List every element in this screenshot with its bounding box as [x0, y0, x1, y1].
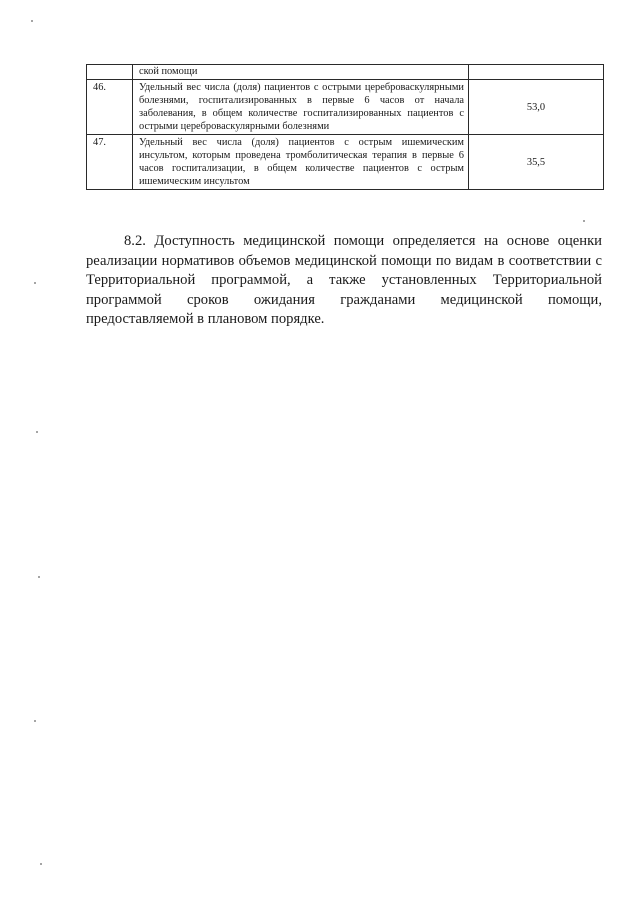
scan-speck [583, 220, 585, 222]
indicators-table [86, 64, 604, 190]
row-description [133, 135, 469, 190]
scan-speck [36, 431, 38, 433]
row-number: 46. [87, 80, 133, 135]
row-value: 53,0 [469, 80, 604, 135]
row-value: 35,5 [469, 135, 604, 190]
row-description: ской помощи [133, 65, 469, 80]
table-row-47 [87, 135, 604, 190]
scan-speck [34, 282, 36, 284]
scan-speck [34, 720, 36, 722]
table-row-46 [87, 80, 604, 135]
section-8-2-paragraph: 8.2. Доступность медицинской помощи определяется на основе оценки реализации нормативов объемов медицинской помощи по видам в соответствии с Территориальной программой, а также установленных Территориальной программой сроков ожидания гражданами медицинской помощи, предоставляемой в плановом порядке. [86, 233, 602, 327]
row-description-text: Удельный вес числа (доля) пациентов с острыми цереброваскулярными болезнями, госпитализированных в первые 6 часов от начала заболевания, в общем количестве госпитализированных пациентов с острыми цереброваскулярными болезнями [139, 82, 464, 132]
scan-speck [40, 863, 42, 865]
scan-speck [31, 20, 33, 22]
row-value [469, 65, 604, 80]
row-description-text: Удельный вес числа (доля) пациентов с острым ишемическим инсультом, которым проведена тромболитическая терапия в первые 6 часов госпитализации, в общем количестве пациентов с острым ишемическим инсультом [139, 137, 464, 187]
row-description [133, 80, 469, 135]
row-number: 47. [87, 135, 133, 190]
row-number [87, 65, 133, 80]
table-row-continuation [87, 65, 604, 80]
scan-speck [38, 576, 40, 578]
